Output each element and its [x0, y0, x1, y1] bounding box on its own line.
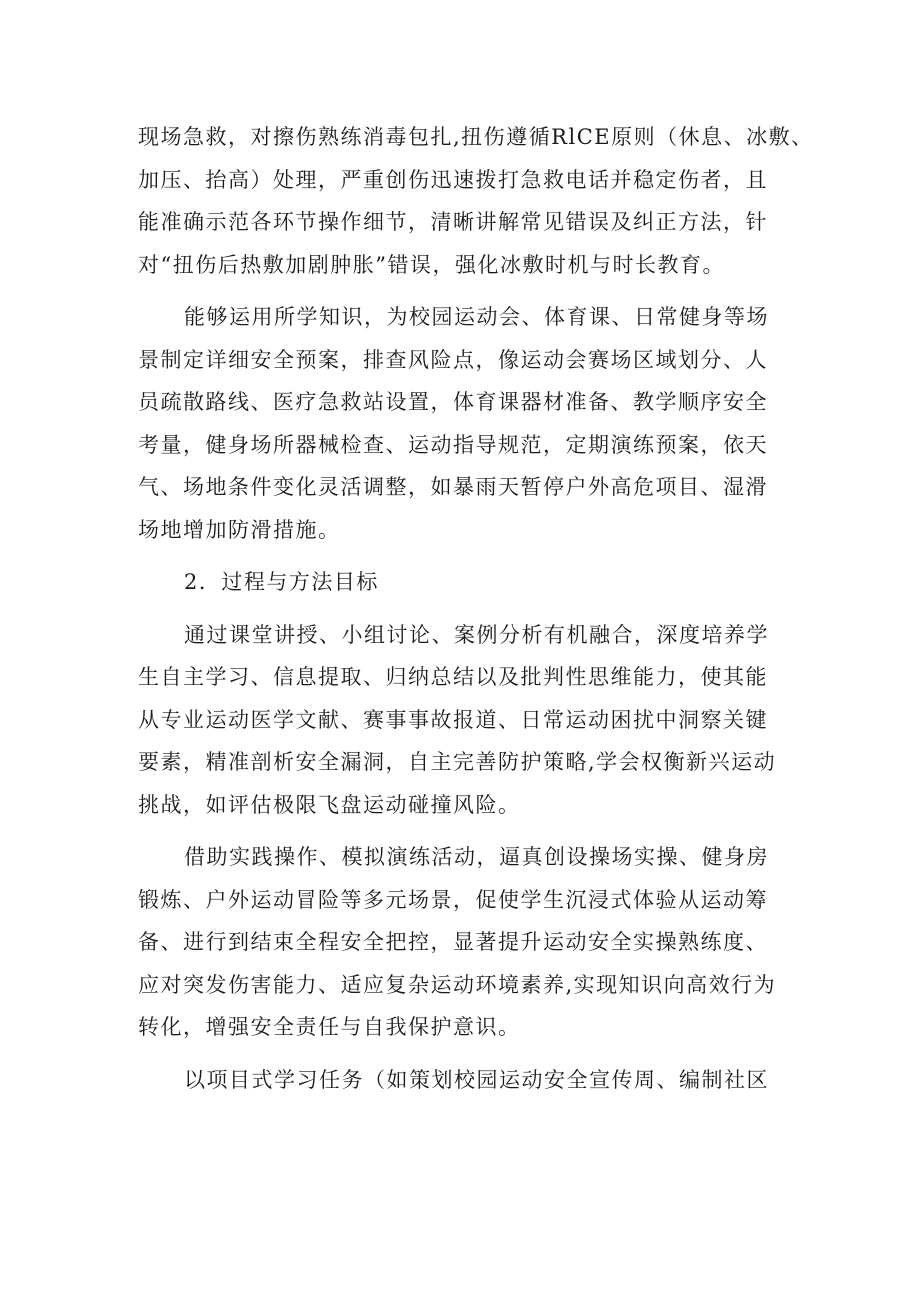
- text-line: 场地增加防滑措施。: [138, 517, 341, 542]
- text-line: 锻炼、户外运动冒险等多元场景，促使学生沉浸式体验从运动筹: [138, 887, 768, 912]
- paragraph-safety-plan: [138, 296, 788, 551]
- text-line: 挑战，如评估极限飞盘运动碰撞风险。: [138, 792, 521, 817]
- text-line: 能够运用所学知识，为校园运动会、体育课、日常健身等场: [184, 305, 769, 329]
- text-line: 现场急救，对擦伤熟练消毒包扎,扭伤遵循RlCE原则（休息、冰敷、: [138, 125, 814, 149]
- text-line: 要素，精准剖析安全漏洞，自主完善防护策略,学会权衡新兴运动: [138, 750, 777, 774]
- section-heading-text: 2．过程与方法目标: [184, 570, 379, 594]
- text-line: 借助实践操作、模拟演练活动，逼真创设操场实操、健身房: [184, 845, 769, 869]
- paragraph-classroom-methods: [138, 614, 788, 827]
- paragraph-spacer: [138, 1049, 788, 1059]
- text-line: 对“扭伤后热敷加剧肿胀”错误，强化冰敷时机与时长教育。: [138, 252, 725, 277]
- paragraph-spacer: [138, 604, 788, 614]
- text-line: 从专业运动医学文献、赛事事故报道、日常运动困扰中洞察关键: [138, 707, 768, 732]
- text-line: 考量，健身场所器械检查、运动指导规范，定期演练预案，依天: [138, 432, 768, 457]
- paragraph-practice: [138, 836, 788, 1049]
- paragraph-first-aid: [138, 116, 814, 286]
- text-line: 景制定详细安全预案，排查风险点，像运动会赛场区域划分、人: [138, 347, 768, 372]
- document-body: [138, 116, 814, 1101]
- section-heading: [138, 561, 788, 604]
- text-line: 生自主学习、信息提取、归纳总结以及批判性思维能力，使其能: [138, 665, 768, 689]
- text-line: 通过课堂讲授、小组讨论、案例分析有机融合，深度培养学: [184, 622, 769, 647]
- paragraph-spacer: [138, 286, 788, 296]
- text-line: 能准确示范各环节操作细节，清晰讲解常见错误及纠正方法，针: [138, 210, 768, 234]
- text-line: 备、进行到结束全程安全把控，显著提升运动安全实操熟练度、: [138, 930, 768, 954]
- text-line: 以项目式学习任务（如策划校园运动安全宣传周、编制社区: [184, 1067, 769, 1092]
- text-line: 应对突发伤害能力、适应复杂运动环境素养,实现知识向高效行为: [138, 972, 777, 997]
- paragraph-project-learning: [138, 1059, 788, 1102]
- paragraph-spacer: [138, 551, 788, 561]
- text-line: 员疏散路线、医疗急救站设置，体育课器材准备、教学顺序安全: [138, 390, 768, 414]
- text-line: 气、场地条件变化灵活调整，如暴雨天暂停户外高危项目、湿滑: [138, 475, 768, 499]
- text-line: 加压、抬高）处理，严重创伤迅速拨打急救电话并稳定伤者，且: [138, 167, 768, 192]
- paragraph-spacer: [138, 826, 788, 836]
- text-line: 转化，增强安全责任与自我保护意识。: [138, 1015, 521, 1039]
